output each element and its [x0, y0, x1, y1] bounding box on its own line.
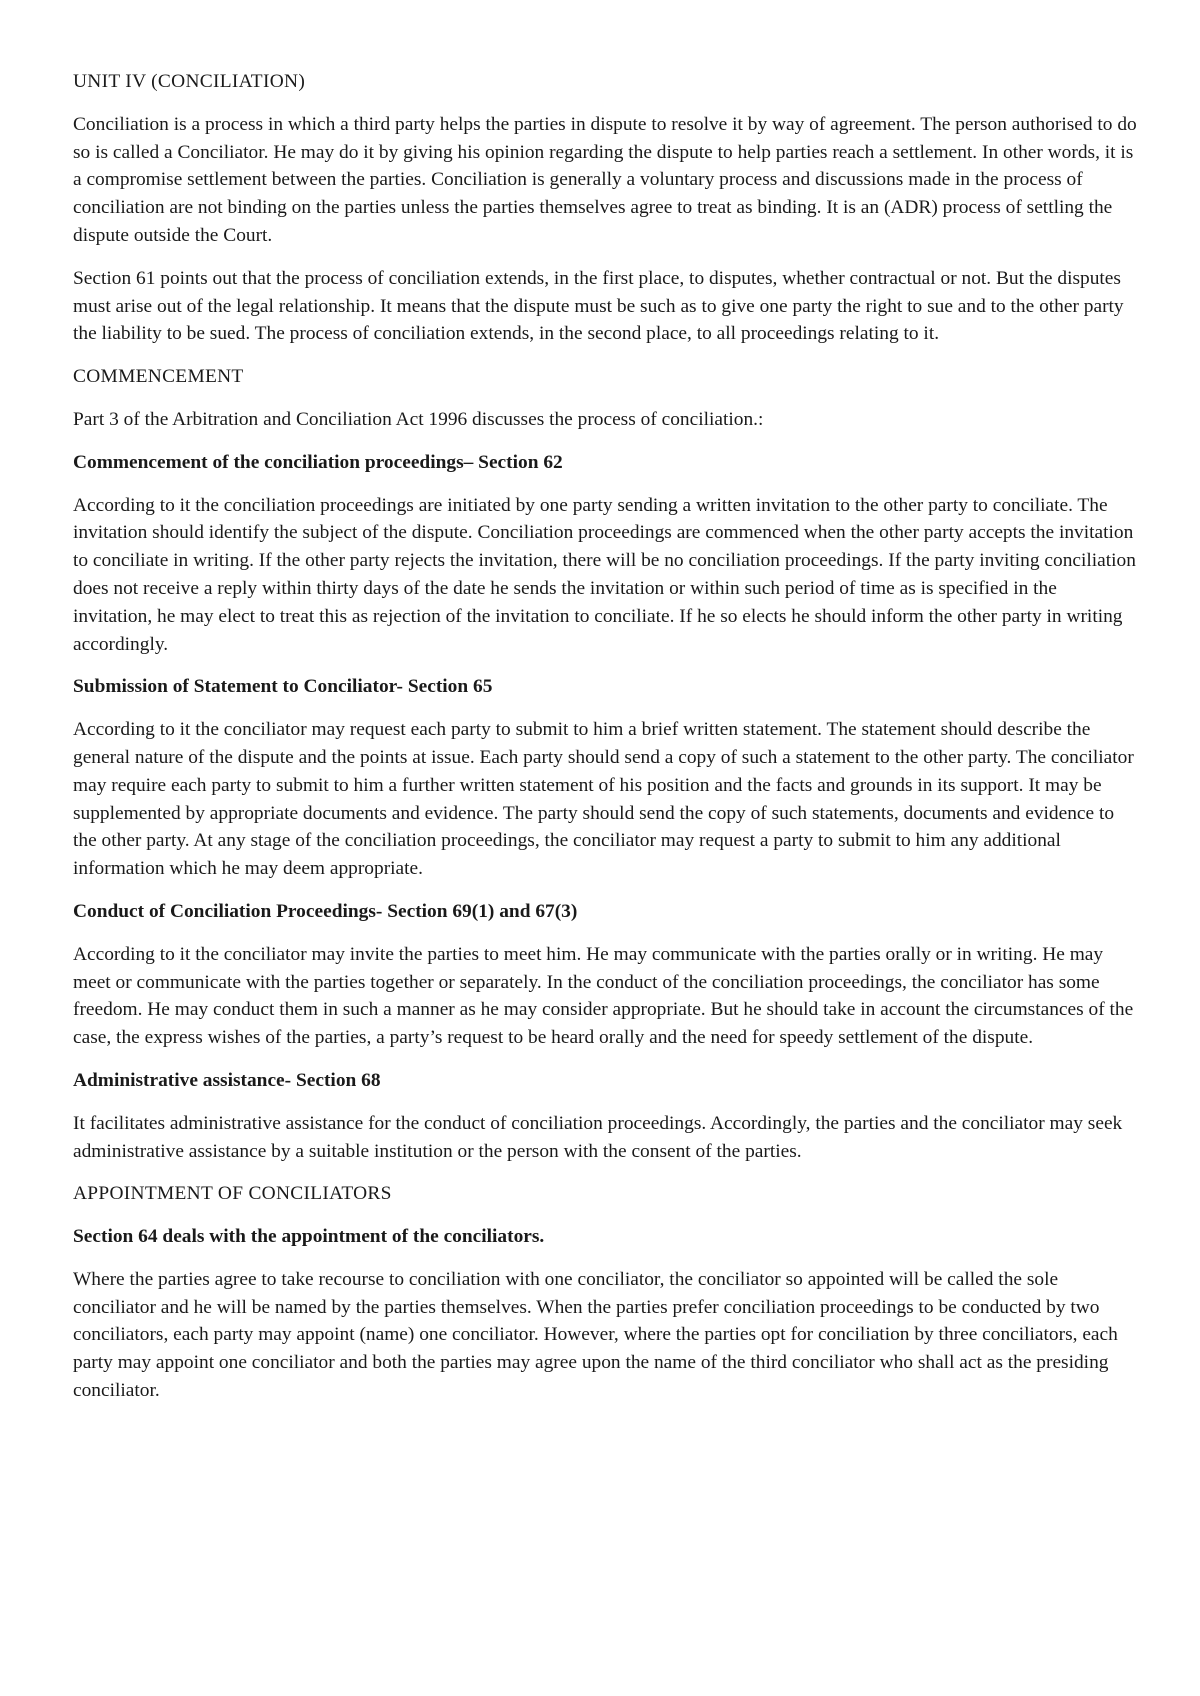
appointment-heading: APPOINTMENT OF CONCILIATORS — [73, 1183, 392, 1205]
section-68-paragraph: It facilitates administrative assistance for the conduct of conciliation proceedings. Accordingly, the parties and the conciliator may seek administrative assistance by a suitable institution or the person with the consent of the parties. — [73, 1112, 1123, 1162]
unit-heading: UNIT IV (CONCILIATION) — [73, 71, 306, 92]
section-64-subheading: Section 64 deals with the appointment of the conciliators. — [73, 1226, 545, 1248]
section-65-subheading: Submission of Statement to Conciliator- Section 65 — [73, 676, 493, 698]
document-page — [73, 68, 1138, 1420]
section-62-paragraph: According to it the conciliation proceedings are initiated by one party sending a written invitation to the other party to conciliate. The invitation should identify the subject of the dispute. Conciliation proceedings are commenced when the other party accepts the invitation to conciliate in writing. If the other party rejects the invitation, there will be no conciliation proceedings. If the party inviting conciliation does not receive a reply within thirty days of the date he sends the invitation or within such period of time as is specified in the invitation, he may elect to treat this as rejection of the invitation to conciliate. If he so elects he should inform the other party in writing accordingly. — [73, 494, 1136, 655]
intro-paragraph: Conciliation is a process in which a third party helps the parties in dispute to resolve it by way of agreement. The person authorised to do so is called a Conciliator. He may do it by giving his opinion regarding the dispute to help parties reach a settlement. In other words, it is a compromise settlement between the parties. Conciliation is generally a voluntary process and discussions made in the process of conciliation are not binding on the parties unless the parties themselves agree to treat as binding. It is an (ADR) process of settling the dispute outside the Court. — [73, 113, 1137, 246]
section-65-paragraph: According to it the conciliator may request each party to submit to him a brief written statement. The statement should describe the general nature of the dispute and the points at issue. Each party should send a copy of such a statement to the other party. The conciliator may require each party to submit to him a further written statement of his position and the facts and grounds in its support. It may be supplemented by appropriate documents and evidence. The party should send the copy of such statements, documents and evidence to the other party. At any stage of the conciliation proceedings, the conciliator may request a party to submit to him any additional information which he may deem appropriate. — [73, 719, 1134, 880]
part-3-paragraph: Part 3 of the Arbitration and Conciliation Act 1996 discusses the process of conciliation.: — [73, 408, 764, 430]
section-62-subheading: Commencement of the conciliation proceedings– Section 62 — [73, 451, 563, 473]
section-68-subheading: Administrative assistance- Section 68 — [73, 1069, 381, 1091]
section-69-subheading: Conduct of Conciliation Proceedings- Section 69(1) and 67(3) — [73, 900, 578, 922]
section-69-paragraph: According to it the conciliator may invite the parties to meet him. He may communicate with the parties orally or in writing. He may meet or communicate with the parties together or separately. In the conduct of the conciliation proceedings, the conciliator has some freedom. He may conduct them in such a manner as he may consider appropriate. But he should take in account the circumstances of the case, the express wishes of the parties, a party’s request to be heard orally and the need for speedy settlement of the dispute. — [73, 943, 1134, 1049]
commencement-heading: COMMENCEMENT — [73, 366, 244, 388]
section-64-paragraph: Where the parties agree to take recourse to conciliation with one conciliator, the conciliator so appointed will be called the sole conciliator and he will be named by the parties themselves. When the parties prefer conciliation proceedings to be conducted by two conciliators, each party may appoint (name) one conciliator. However, where the parties opt for conciliation by three conciliators, each party may appoint one conciliator and both the parties may agree upon the name of the third conciliator who shall act as the presiding conciliator. — [73, 1268, 1118, 1402]
section-61-paragraph: Section 61 points out that the process of conciliation extends, in the first place, to disputes, whether contractual or not. But the disputes must arise out of the legal relationship. It means that the dispute must be such as to give one party the right to sue and to the other party the liability to be sued. The process of conciliation extends, in the second place, to all proceedings relating to it. — [73, 267, 1124, 345]
